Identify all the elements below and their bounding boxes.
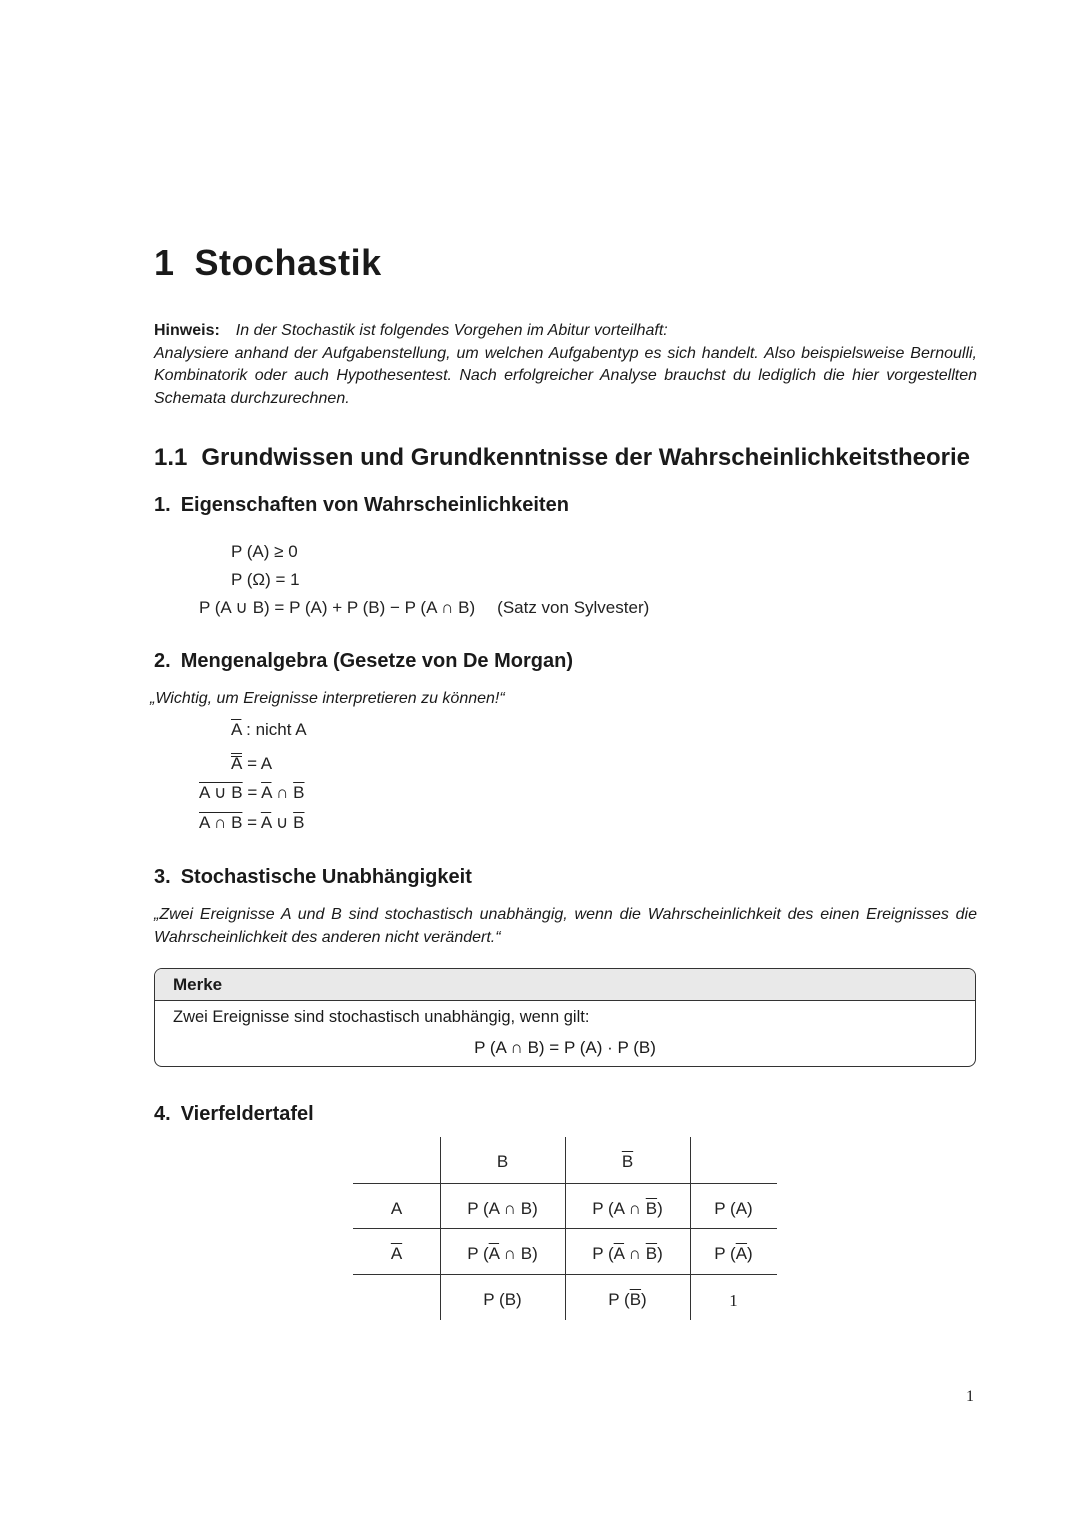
subsection-4-number: 4.: [154, 1103, 171, 1125]
text: P (A ∩: [592, 1199, 646, 1218]
chapter-number: 1: [154, 242, 175, 283]
section-number: 1.1: [154, 444, 188, 471]
text: ): [747, 1244, 753, 1263]
formula-nonnegativity: P (A) ≥ 0: [231, 542, 298, 561]
text: P (: [592, 1244, 614, 1263]
formula-sylvester-expr: P (A ∪ B) = P (A) + P (B) − P (A ∩ B): [199, 598, 476, 617]
a-bar: $\overline{A}$: [390, 1244, 403, 1263]
subsection-1-heading: [154, 494, 569, 517]
a-bar: $\overline{A}$: [231, 720, 242, 739]
subsection-1-number: 1.: [154, 494, 171, 516]
b-bar: $\overline{B}$: [645, 1244, 658, 1263]
merke-text: Zwei Ereignisse sind stochastisch unabhängig, wenn gilt:: [173, 1008, 590, 1026]
formula-de-morgan-1: [199, 783, 305, 803]
b-bar: $\overline{B}$: [293, 783, 305, 802]
merke-title: Merke: [155, 969, 975, 1001]
text: ∩ B): [499, 1244, 538, 1263]
col-header-b: B: [496, 1152, 509, 1171]
row-header-a-bar: [353, 1244, 440, 1264]
formula-normalization: P (Ω) = 1: [231, 570, 300, 589]
a-bar: $\overline{A}$: [261, 783, 272, 802]
section-title: Grundwissen und Grundkenntnisse der Wahrscheinlichkeitstheorie: [201, 444, 970, 471]
b-bar: $\overline{B}$: [293, 813, 305, 832]
cup: ∪: [271, 813, 294, 832]
cell-p-a-bar-and-b: [440, 1244, 565, 1264]
cell-p-a-and-b-bar: [565, 1199, 690, 1219]
table-hline: [353, 1274, 777, 1275]
subsection-3-title: Stochastische Unabhängigkeit: [180, 866, 472, 888]
table-hline: [353, 1183, 777, 1184]
cell-total: 1: [729, 1291, 738, 1310]
complement-rest: : nicht A: [241, 720, 307, 739]
hint-line1: In der Stochastik ist folgendes Vorgehen im Abitur vorteilhaft:: [235, 322, 668, 339]
formula-de-morgan-2: [199, 813, 304, 833]
cell-p-a-and-b: P (A ∩ B): [467, 1199, 538, 1218]
subsection-4-title: Vierfeldertafel: [180, 1103, 314, 1125]
a-double-bar: A: [231, 754, 243, 773]
b-bar: $\overline{B}$: [629, 1290, 642, 1309]
text: ∩: [624, 1244, 646, 1263]
cell-p-b-bar: [565, 1290, 690, 1310]
cell-p-b: P (B): [483, 1290, 522, 1309]
independence-quote: „Zwei Ereignisse A und B sind stochastisch unabhängig, wenn die Wahrscheinlichkeit des einen Ereignisses die Wahrscheinlichkeit des anderen nicht verändert.“: [154, 906, 977, 946]
text: ): [657, 1244, 663, 1263]
subsection-2-heading: [154, 650, 573, 673]
a-bar: $\overline{A}$: [488, 1244, 500, 1263]
a-bar: $\overline{A}$: [735, 1244, 748, 1263]
morgan-quote: „Wichtig, um Ereignisse interpretieren zu können!“: [150, 690, 505, 707]
equals: =: [242, 813, 261, 832]
chapter-title-text: Stochastik: [194, 242, 382, 283]
subsection-4-heading: [154, 1103, 314, 1126]
merke-formula: P (A ∩ B) = P (A) · P (B): [474, 1038, 656, 1057]
text: ): [657, 1199, 663, 1218]
hint-paragraph: [154, 320, 977, 411]
double-complement-rest: = A: [242, 754, 273, 773]
text: P (: [467, 1244, 489, 1263]
subsection-3-heading: [154, 866, 472, 889]
a-bar: $\overline{A}$: [260, 813, 272, 832]
merke-box: [154, 968, 976, 1067]
cap: ∩: [271, 783, 294, 802]
merke-body: [155, 1001, 975, 1067]
formula-sylvester-note: (Satz von Sylvester): [497, 598, 650, 617]
chapter-title: [154, 242, 382, 284]
text: ): [641, 1290, 647, 1309]
subsection-3-number: 3.: [154, 866, 171, 888]
formula-complement: [231, 720, 307, 740]
subsection-2-title: Mengenalgebra (Gesetze von De Morgan): [180, 650, 573, 672]
b-bar: $\overline{B}$: [621, 1152, 634, 1171]
cell-p-a-bar: [690, 1244, 777, 1264]
hint-text: Analysiere anhand der Aufgabenstellung, um welchen Aufgabentyp es sich handelt. Also beispielsweise Bernoulli, Kombinatorik oder auch Hypothesentest. Nach erfolgreicher Analyse brauchst du lediglich die hier vorgestellten Schemata durchzurechnen.: [154, 344, 977, 408]
col-header-b-bar: [565, 1152, 690, 1172]
subsection-1-title: Eigenschaften von Wahrscheinlichkeiten: [180, 494, 569, 516]
formula-sylvester: [199, 598, 649, 618]
union-bar: A ∪ B: [199, 783, 243, 802]
cell-p-a-bar-and-b-bar: [565, 1244, 690, 1264]
text: P (: [608, 1290, 630, 1309]
equals: =: [242, 783, 262, 802]
cell-p-a: P (A): [714, 1199, 753, 1218]
table-hline: [353, 1228, 777, 1229]
row-header-a: A: [390, 1199, 403, 1218]
section-heading: [154, 444, 970, 472]
b-bar: $\overline{B}$: [645, 1199, 658, 1218]
text: P (: [714, 1244, 736, 1263]
formula-double-complement: [231, 754, 272, 774]
subsection-2-number: 2.: [154, 650, 171, 672]
a-bar: $\overline{A}$: [613, 1244, 625, 1263]
intersection-bar: A ∩ B: [199, 813, 243, 832]
page-number: 1: [966, 1388, 974, 1405]
hint-label: Hinweis:: [154, 322, 220, 339]
